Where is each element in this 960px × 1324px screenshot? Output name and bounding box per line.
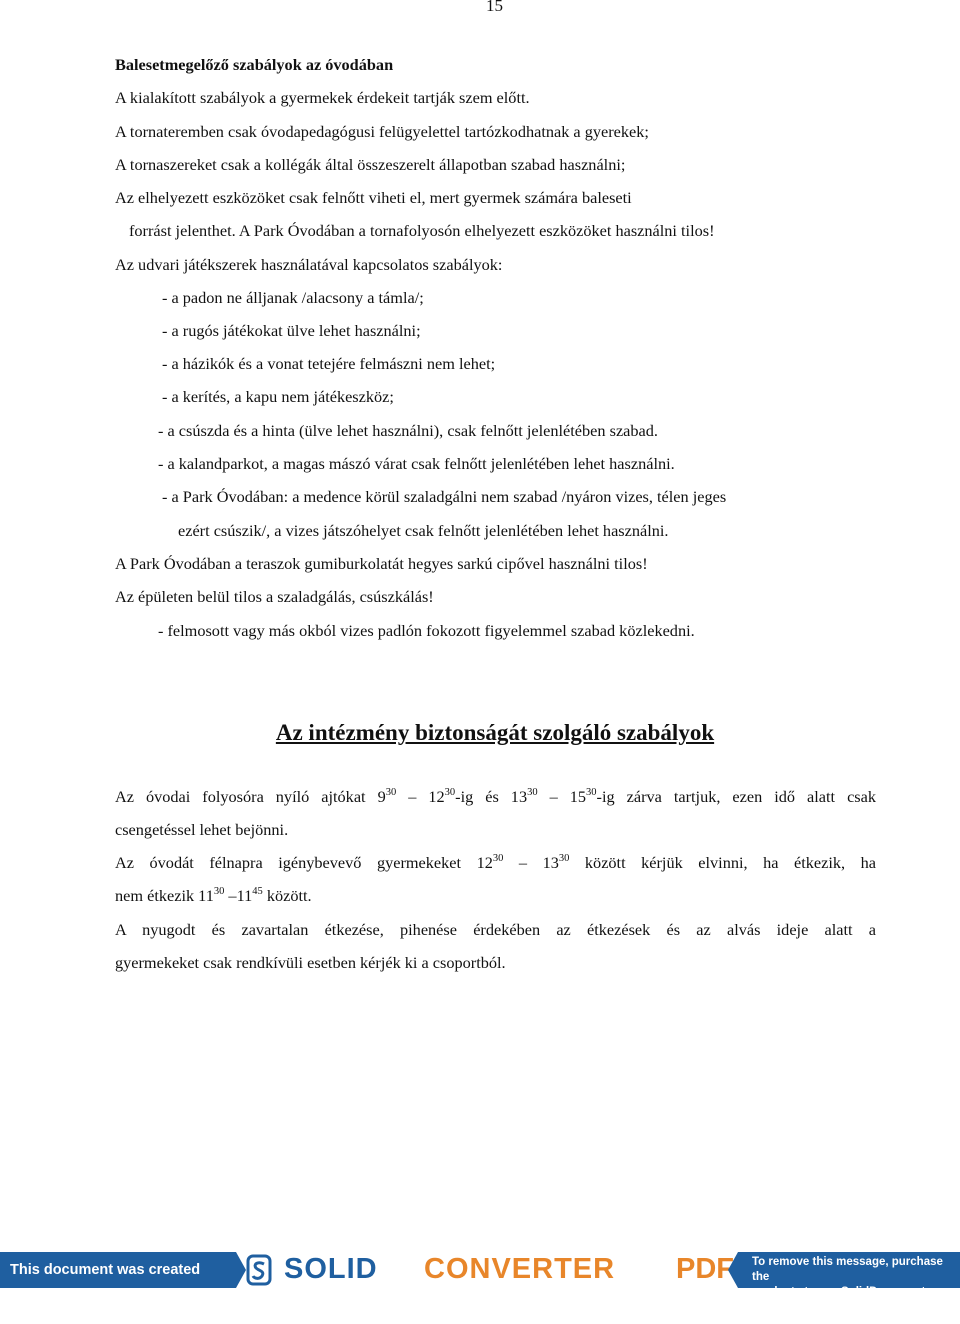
list-item: - a házikók és a vonat tetejére felmászni nem lehet; [162,354,496,373]
text-line: Az épületen belül tilos a szaladgálás, csúszkálás! [115,587,434,606]
purchase-link[interactable] [738,1252,960,1298]
list-item: - a Park Óvodában: a medence körül szaladgálni nem szabad /nyáron vizes, télen jeges [162,487,727,506]
list-item: - a csúszda és a hinta (ülve lehet használni), csak felnőtt jelenlétében szabad. [158,421,658,440]
section-heading-institution-safety: Az intézmény biztonságát szolgáló szabályok [275,720,715,745]
brand-converter: CONVERTER [424,1253,616,1285]
brand-pdf: PDF [676,1253,734,1285]
text-line: A Park Óvodában a teraszok gumiburkolatát hegyes sarkú cipővel használni tilos! [115,554,648,573]
text-line: Az udvari játékszerek használatával kapcsolatos szabályok: [115,255,503,274]
list-item: - a kerítés, a kapu nem játékeszköz; [162,387,394,406]
purchase-line2: product at www.SolidDocuments.com [752,1286,959,1298]
paragraph-halfday: Az óvodát félnapra igénybevevő gyermekeket $12^{30} - 13^{30}$ között kérjük elvinni, ha étkezik, ha [115,853,876,872]
banner-arrow-right [236,1252,246,1288]
text-line: A tornateremben csak óvodapedagógusi felügyelettel tartózkodhatnak a gyerekek; [115,122,649,141]
purchase-line1: To remove this message, purchase the [752,1256,943,1283]
list-item: - a kalandparkot, a magas mászó várat csak felnőtt jelenlétében lehet használni. [158,454,675,473]
text-line: A tornaszereket csak a kollégák által összeszerelt állapotban szabad használni; [115,155,626,174]
page-number: 15 [486,0,503,15]
list-item: - felmosott vagy más okból vizes padlón fokozott figyelemmel szabad közlekedni. [158,621,695,640]
banner-arrow-left [728,1252,738,1288]
text-line: forrást jelenthet. A Park Óvodában a tornafolyosón elhelyezett eszközöket használni tilos! [129,221,715,240]
list-item: - a rugós játékokat ülve lehet használni; [162,321,421,340]
paragraph-halfday-line2: nem étkezik $11^{30}$ $-11^{45}$ között. [115,886,312,905]
paragraph-meals: A nyugodt és zavartalan étkezése, pihenése érdekében az étkezések és az alvás ideje alatt a [115,920,876,939]
paragraph-door-hours-line2: csengetéssel lehet bejönni. [115,820,289,839]
banner-left-text: This document was created using [0,1252,236,1288]
paragraph-meals-line2: gyermekeket csak rendkívüli esetben kérjék ki a csoportból. [115,953,506,972]
paragraph-door-hours: Az óvodai folyosóra nyíló ajtókat $9^{30} - 12^{30}-ig$ és $13^{30} - 15^{30}-ig$ zárva tartjuk, ezen idő alatt csak [115,787,877,806]
text-line: A kialakított szabályok a gyermekek érdekeit tartják szem előtt. [115,88,530,107]
converter-banner [0,1248,960,1314]
solid-logo-icon [246,1254,272,1286]
section-title-accident-prevention: Balesetmegelőző szabályok az óvodában [115,55,394,74]
brand-solid: SOLID [284,1253,378,1285]
list-item: - a padon ne álljanak /alacsony a támla/; [162,288,424,307]
list-item-continuation: ezért csúszik/, a vizes játszóhelyet csak felnőtt jelenlétében lehet használni. [178,521,669,540]
text-line: Az elhelyezett eszközöket csak felnőtt viheti el, mert gyermek számára baleseti [115,188,632,207]
